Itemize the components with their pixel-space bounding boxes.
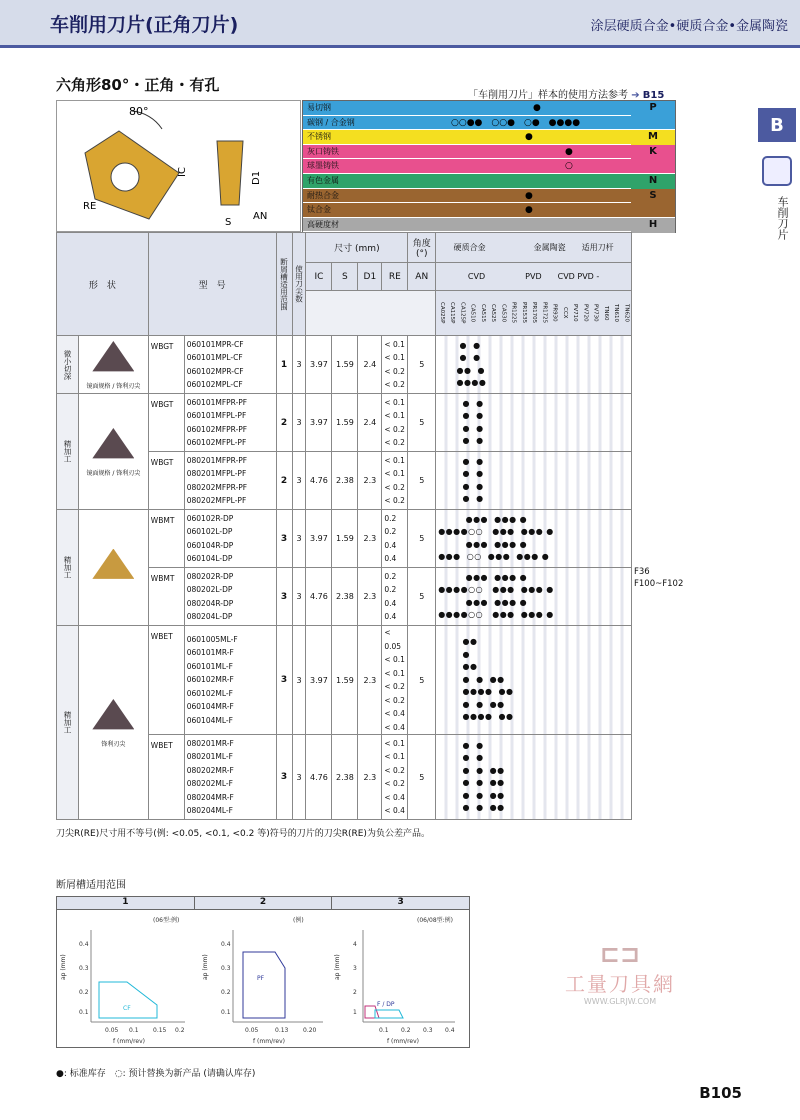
grade-name: PV730 bbox=[592, 304, 599, 322]
grade-name: TN610 bbox=[613, 304, 620, 322]
range-cell: 1 bbox=[276, 336, 292, 394]
model-name: 060102MPR-CF bbox=[186, 366, 244, 376]
d1-cell: 2.3 bbox=[358, 510, 382, 568]
section-title: 六角形80°・正角・有孔 bbox=[56, 76, 220, 94]
model-name: 060102MFPL-PF bbox=[186, 438, 247, 447]
d1-cell: 2.3 bbox=[358, 568, 382, 626]
re-cell: < 0.05 < 0.1 < 0.1 < 0.2 < 0.2 < 0.4 < 0.4 bbox=[382, 626, 408, 735]
material-row: 钛合金 ● bbox=[303, 203, 675, 218]
model-name: 080202L-DP bbox=[186, 585, 233, 594]
insert-side-icon bbox=[217, 141, 243, 205]
material-row: 球墨铸铁 ○ bbox=[303, 159, 675, 174]
svg-text:CF: CF bbox=[123, 1005, 131, 1012]
grade-name: PR1705 bbox=[531, 302, 538, 324]
range-cell: 3 bbox=[276, 510, 292, 568]
edges-cell: 3 bbox=[292, 568, 306, 626]
model-name: 080202R-DP bbox=[186, 571, 234, 581]
grade-header: 硬质合金 金属陶瓷 适用刀杆 bbox=[436, 233, 632, 263]
s-cell: 2.38 bbox=[332, 568, 358, 626]
model-name: 060101MPL-CF bbox=[186, 353, 243, 362]
an-cell: 5 bbox=[408, 510, 436, 568]
an-cell: 5 bbox=[408, 452, 436, 510]
holder-ref-2[interactable]: F100~F102 bbox=[634, 579, 684, 589]
s-cell: 2.38 bbox=[332, 452, 358, 510]
availability-cell: ●● ● ●● ● ● ●● ●●●● ●● ● ● ●● ●●●● ●● bbox=[436, 626, 632, 735]
model-cell bbox=[184, 510, 276, 568]
grade-name: CA530 bbox=[500, 303, 507, 323]
an-cell: 5 bbox=[408, 394, 436, 452]
model-name: 080202MR-F bbox=[186, 765, 234, 775]
svg-text:0.1: 0.1 bbox=[221, 1009, 231, 1016]
model-cell bbox=[184, 336, 276, 394]
insert-photo: 镜面规格 / 锋利刃尖 bbox=[78, 394, 148, 510]
svg-text:0.1: 0.1 bbox=[79, 1009, 89, 1016]
model-name: 060104R-DP bbox=[186, 540, 234, 550]
panel-no: 1 bbox=[57, 897, 195, 909]
re-cell: 0.2 0.2 0.4 0.4 bbox=[382, 568, 408, 626]
model-name: 060102R-DP bbox=[186, 513, 234, 523]
edges-cell: 3 bbox=[292, 735, 306, 820]
model-name: 060102L-DP bbox=[186, 527, 233, 536]
page-number: B105 bbox=[699, 1084, 742, 1102]
model-name: 080204R-DP bbox=[186, 598, 234, 608]
s-cell: 2.38 bbox=[332, 735, 358, 820]
model-header: 型 号 bbox=[148, 233, 276, 336]
pf-range-curve bbox=[243, 952, 285, 1018]
model-name: 080204MR-F bbox=[186, 792, 234, 802]
watermark-brand: 工量刀具網 bbox=[565, 972, 675, 996]
insert-photo bbox=[78, 510, 148, 626]
svg-text:0.4: 0.4 bbox=[445, 1027, 455, 1034]
series-cell: WBGT bbox=[148, 394, 184, 452]
an-cell: 5 bbox=[408, 336, 436, 394]
model-cell bbox=[184, 626, 276, 735]
grade-name: CA115P bbox=[449, 302, 456, 324]
model-name: 080204ML-F bbox=[186, 806, 233, 815]
model-name: 060101MR-F bbox=[186, 648, 234, 658]
svg-text:0.3: 0.3 bbox=[221, 965, 231, 972]
reference-note[interactable] bbox=[468, 86, 664, 101]
material-row: 易切钢 ● P bbox=[303, 101, 675, 116]
material-row: 灰口铸铁 ● K bbox=[303, 145, 675, 160]
model-cell bbox=[184, 394, 276, 452]
edges-cell: 3 bbox=[292, 510, 306, 568]
model-name: 060101ML-F bbox=[186, 661, 233, 671]
re-cell: < 0.1 < 0.1 < 0.2 < 0.2 bbox=[382, 394, 408, 452]
grade-name: CA510 bbox=[469, 303, 476, 323]
grade-name: CA025P bbox=[438, 302, 445, 324]
svg-text:0.1: 0.1 bbox=[379, 1027, 389, 1034]
size-header: 尺寸 (mm) bbox=[306, 233, 408, 263]
side-letter[interactable]: B bbox=[758, 108, 796, 142]
panel-label: (例) bbox=[293, 917, 304, 924]
holder-ref-1[interactable]: F36 bbox=[634, 567, 650, 577]
svg-text:0.15: 0.15 bbox=[153, 1027, 167, 1034]
watermark-url: WWW.GLRJW.COM bbox=[583, 997, 657, 1006]
angle-header: 角度(°) bbox=[408, 233, 436, 263]
availability-cell: ● ● ● ● ● ● ●● ● ● ●● ● ● ●● ● ● ●● bbox=[436, 735, 632, 820]
ic-cell: 4.76 bbox=[306, 735, 332, 820]
panel-no: 2 bbox=[195, 897, 333, 909]
grade-name: TN60 bbox=[602, 305, 609, 321]
range-cell: 2 bbox=[276, 394, 292, 452]
range-cell: 3 bbox=[276, 735, 292, 820]
ic-cell: 4.76 bbox=[306, 568, 332, 626]
side-tab[interactable] bbox=[754, 108, 800, 240]
material-row: 碳钢 / 合金钢 ○○●● ○○● ○● ●●●● bbox=[303, 116, 675, 131]
grade-name: PV710 bbox=[572, 304, 579, 322]
d1-cell: 2.3 bbox=[358, 626, 382, 735]
an-label: AN bbox=[253, 211, 268, 222]
s-cell: 1.59 bbox=[332, 626, 358, 735]
range-chart bbox=[56, 896, 470, 1048]
grade-name: PR1225 bbox=[510, 302, 517, 324]
availability-cell: ●●● ●●● ● ●●●●○○ ●●● ●●● ● ●●● ●●● ● ●●●●○○ ●●● ●●● ● bbox=[436, 568, 632, 626]
ic-cell: 4.76 bbox=[306, 452, 332, 510]
page-title: 车削用刀片(正角刀片) bbox=[50, 14, 239, 36]
cf-range-curve bbox=[99, 982, 157, 1018]
model-name: 080204L-DP bbox=[186, 612, 233, 621]
edges-cell: 3 bbox=[292, 394, 306, 452]
re-label: RE bbox=[83, 201, 97, 212]
shape-header: 形 状 bbox=[57, 233, 149, 336]
re-cell: < 0.1 < 0.1 < 0.2 < 0.2 < 0.4 < 0.4 bbox=[382, 735, 408, 820]
process-header: CVD PVD CVD PVD - bbox=[436, 263, 632, 291]
side-label: 车削刀片 bbox=[776, 196, 789, 240]
model-name: 080201ML-F bbox=[186, 752, 233, 761]
ic-label: IC bbox=[177, 167, 188, 177]
model-name: 060104ML-F bbox=[186, 715, 233, 725]
range-cell: 2 bbox=[276, 452, 292, 510]
grade-names bbox=[436, 291, 632, 336]
ic-cell: 3.97 bbox=[306, 336, 332, 394]
svg-text:ap (mm): ap (mm) bbox=[334, 954, 341, 980]
range-cell: 3 bbox=[276, 626, 292, 735]
grade-name: CA515 bbox=[479, 303, 486, 323]
range-cell: 3 bbox=[276, 568, 292, 626]
s-label: S bbox=[225, 217, 232, 228]
insert-photo-icon bbox=[92, 549, 134, 587]
page-subtitle: 涂层硬质合金•硬质合金•金属陶瓷 bbox=[590, 19, 788, 34]
footnote: 刀尖R(RE)尺寸用不等号(例: <0.05, <0.1, <0.2 等)符号的刀片的刀尖R(RE)为负公差产品。 bbox=[56, 829, 430, 839]
d1-cell: 2.4 bbox=[358, 336, 382, 394]
watermark bbox=[564, 940, 676, 1006]
material-row: 高硬度材 H bbox=[303, 218, 675, 233]
model-name: 060104L-DP bbox=[186, 554, 233, 563]
svg-text:0.3: 0.3 bbox=[79, 965, 89, 972]
turning-insert-icon bbox=[762, 156, 792, 186]
an-cell: 5 bbox=[408, 568, 436, 626]
table-row bbox=[57, 626, 632, 735]
svg-text:0.05: 0.05 bbox=[245, 1027, 259, 1034]
s-cell: 1.59 bbox=[332, 510, 358, 568]
series-cell: WBMT bbox=[148, 568, 184, 626]
d1-cell: 2.4 bbox=[358, 394, 382, 452]
table-row bbox=[57, 510, 632, 568]
d1-label: D1 bbox=[251, 170, 262, 185]
model-name: 080202ML-F bbox=[186, 779, 233, 788]
svg-text:0.2: 0.2 bbox=[401, 1027, 411, 1034]
model-name: 060101MFPR-PF bbox=[186, 397, 248, 407]
reference-text: 「车削用刀片」样本的使用方法参考 bbox=[468, 90, 628, 101]
insert-diagram bbox=[56, 100, 301, 232]
svg-text:0.2: 0.2 bbox=[221, 989, 231, 996]
insert-photo-icon bbox=[92, 341, 134, 379]
model-name: 060101MFPL-PF bbox=[186, 411, 247, 420]
watermark-logo-icon: ⊏⊐ bbox=[599, 940, 641, 968]
svg-text:0.4: 0.4 bbox=[221, 941, 231, 948]
range-plots-svg bbox=[57, 910, 469, 1047]
model-name: 060102MPL-CF bbox=[186, 380, 243, 389]
edges-header: 使用刀尖数 bbox=[292, 233, 306, 336]
grade-name: PR1725 bbox=[541, 302, 548, 324]
grade-name: PR1535 bbox=[520, 302, 527, 324]
s-cell: 1.59 bbox=[332, 394, 358, 452]
edges-cell: 3 bbox=[292, 452, 306, 510]
page-header bbox=[0, 0, 800, 48]
re-cell: 0.2 0.2 0.4 0.4 bbox=[382, 510, 408, 568]
model-name: 060102ML-F bbox=[186, 688, 233, 698]
dp-range-curve bbox=[375, 1010, 403, 1018]
range-chart-title: 断屑槽适用范围 bbox=[56, 880, 126, 891]
insert-table bbox=[56, 232, 632, 820]
svg-text:f (mm/rev): f (mm/rev) bbox=[253, 1038, 285, 1045]
grade-name: CA125P bbox=[459, 302, 466, 324]
re-cell: < 0.1 < 0.1 < 0.2 < 0.2 bbox=[382, 452, 408, 510]
grade-name: CA525 bbox=[490, 303, 497, 323]
svg-text:ap (mm): ap (mm) bbox=[202, 954, 209, 980]
svg-text:F / DP: F / DP bbox=[377, 1001, 395, 1008]
svg-text:4: 4 bbox=[353, 941, 357, 948]
availability-cell: ● ● ● ● ● ● ● ● bbox=[436, 452, 632, 510]
svg-text:f (mm/rev): f (mm/rev) bbox=[113, 1038, 145, 1045]
panel-no: 3 bbox=[397, 897, 404, 907]
grade-name: CCX bbox=[561, 307, 568, 319]
series-cell: WBGT bbox=[148, 452, 184, 510]
ic-cell: 3.97 bbox=[306, 394, 332, 452]
panel-label: (06型:例) bbox=[153, 917, 180, 924]
edges-cell: 3 bbox=[292, 336, 306, 394]
model-cell bbox=[184, 568, 276, 626]
svg-text:0.4: 0.4 bbox=[79, 941, 89, 948]
an-header: AN bbox=[408, 263, 436, 291]
svg-text:ap (mm): ap (mm) bbox=[60, 954, 67, 980]
legend: ●: 标准库存 ◌: 预计替换为新产品 (请确认库存) bbox=[56, 1069, 256, 1079]
arrow-icon: ➔ bbox=[631, 90, 640, 101]
series-cell: WBGT bbox=[148, 336, 184, 394]
table-row bbox=[57, 394, 632, 452]
reference-page[interactable]: B15 bbox=[642, 90, 665, 101]
d1-header: D1 bbox=[358, 263, 382, 291]
model-name: 060102MR-F bbox=[186, 675, 234, 685]
model-name: 080202MFPL-PF bbox=[186, 496, 247, 505]
an-cell: 5 bbox=[408, 626, 436, 735]
s-header: S bbox=[332, 263, 358, 291]
series-cell: WBMT bbox=[148, 510, 184, 568]
material-row: 不锈钢 ● M bbox=[303, 130, 675, 145]
model-name: 060104MR-F bbox=[186, 702, 234, 712]
category-cell: 精加工 bbox=[57, 394, 79, 510]
panel-label: (06/08型:例) bbox=[417, 917, 453, 924]
svg-text:2: 2 bbox=[353, 989, 357, 996]
angle-label: 80° bbox=[129, 105, 149, 118]
table-row bbox=[57, 336, 632, 394]
model-cell bbox=[184, 452, 276, 510]
material-row: 有色金属 N bbox=[303, 174, 675, 189]
re-header: RE bbox=[382, 263, 408, 291]
availability-cell: ●●● ●●● ● ●●●●○○ ●●● ●●● ● ●●● ●●● ● ●●● ○○ ●●● ●●● ● bbox=[436, 510, 632, 568]
svg-text:0.1: 0.1 bbox=[129, 1027, 139, 1034]
insert-photo: 锋利刃尖 bbox=[78, 626, 148, 820]
model-name: 080201MR-F bbox=[186, 738, 234, 748]
grade-name: PR930 bbox=[551, 304, 558, 322]
ic-cell: 3.97 bbox=[306, 626, 332, 735]
insert-photo-icon bbox=[92, 699, 134, 737]
s-cell: 1.59 bbox=[332, 336, 358, 394]
insert-photo: 镜面规格 / 锋利刃尖 bbox=[78, 336, 148, 394]
availability-cell: ● ● ● ● ● ● ● ● bbox=[436, 394, 632, 452]
svg-text:0.3: 0.3 bbox=[423, 1027, 433, 1034]
ic-cell: 3.97 bbox=[306, 510, 332, 568]
model-name: 080201MFPR-PF bbox=[186, 455, 248, 465]
model-cell bbox=[184, 735, 276, 820]
model-name: 080202MFPR-PF bbox=[186, 482, 248, 492]
category-cell: 精加工 bbox=[57, 510, 79, 626]
model-name: 060101MPR-CF bbox=[186, 339, 244, 349]
svg-text:0.2: 0.2 bbox=[175, 1027, 185, 1034]
availability-cell: ● ● ● ● ●● ● ●●●● bbox=[436, 336, 632, 394]
insert-geometry-svg bbox=[57, 101, 302, 233]
model-name: 0601005ML-F bbox=[186, 634, 238, 644]
grade-name: TN620 bbox=[623, 304, 630, 322]
svg-text:0.20: 0.20 bbox=[303, 1027, 317, 1034]
svg-text:3: 3 bbox=[353, 965, 357, 972]
d1-cell: 2.3 bbox=[358, 452, 382, 510]
model-name: 060102MFPR-PF bbox=[186, 424, 248, 434]
category-cell: 精加工 bbox=[57, 626, 79, 820]
svg-text:0.13: 0.13 bbox=[275, 1027, 289, 1034]
series-cell: WBET bbox=[148, 626, 184, 735]
category-cell: 微小切深 bbox=[57, 336, 79, 394]
material-legend bbox=[302, 100, 676, 233]
svg-text:PF: PF bbox=[257, 975, 265, 982]
holder-refs[interactable] bbox=[634, 566, 683, 590]
re-cell: < 0.1 < 0.1 < 0.2 < 0.2 bbox=[382, 336, 408, 394]
grade-name: PV720 bbox=[582, 304, 589, 322]
svg-text:1: 1 bbox=[353, 1009, 357, 1016]
svg-text:0.2: 0.2 bbox=[79, 989, 89, 996]
ic-header: IC bbox=[306, 263, 332, 291]
svg-text:f (mm/rev): f (mm/rev) bbox=[387, 1038, 419, 1045]
insert-photo-icon bbox=[92, 428, 134, 466]
an-cell: 5 bbox=[408, 735, 436, 820]
model-name: 080201MFPL-PF bbox=[186, 469, 247, 478]
material-row: 耐热合金 ● S bbox=[303, 189, 675, 204]
edges-cell: 3 bbox=[292, 626, 306, 735]
series-cell: WBET bbox=[148, 735, 184, 820]
d1-cell: 2.3 bbox=[358, 735, 382, 820]
svg-text:0.05: 0.05 bbox=[105, 1027, 119, 1034]
range-header: 断屑槽适用范围 bbox=[276, 233, 292, 336]
